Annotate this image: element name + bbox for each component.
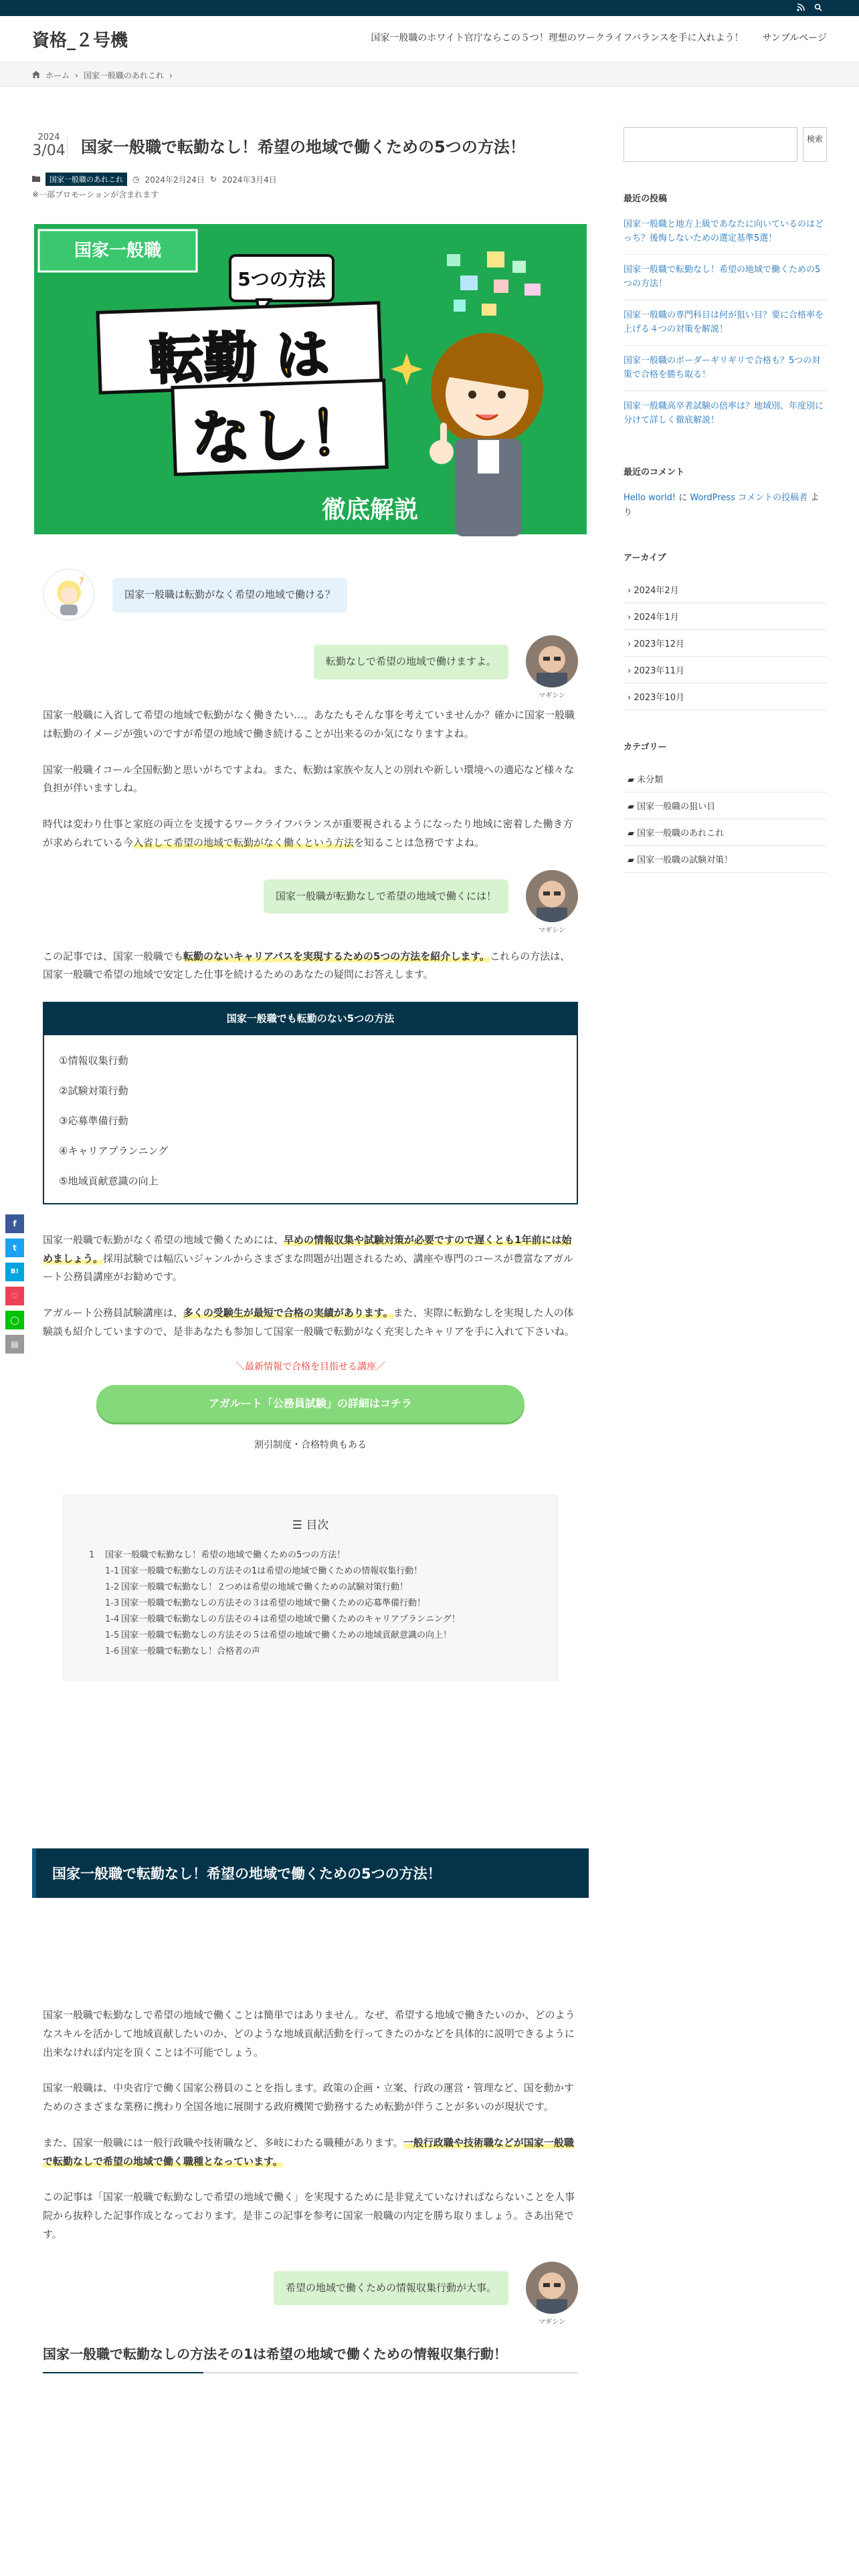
recent-post-link[interactable]: 国家一般職高卒者試験の倍率は？地域別、年度別に分けて詳しく徹底解説！ xyxy=(624,401,824,425)
eyecatch-line1: 転勤 は xyxy=(149,323,330,392)
avatar-girl xyxy=(43,568,95,621)
speech-row xyxy=(43,870,578,934)
methods-list xyxy=(44,1035,577,1203)
site-logo[interactable]: 資格_２号機 xyxy=(32,31,128,51)
list-item: ①情報収集行動 xyxy=(59,1054,128,1067)
hatena-share-icon[interactable]: B! xyxy=(5,1263,24,1281)
toc-item[interactable]: 1-3 国家一般職で転勤なしの方法その３は希望の地域で働くための応募準備行動！ xyxy=(105,1598,426,1608)
methods-box xyxy=(43,1002,578,1204)
category-item[interactable]: ▰ 国家一般職の狙い目 xyxy=(624,792,827,819)
body-paragraph: 国家一般職は、中央省庁で働く国家公務員のことを指します。政策の企画・立案、行政の運営・管理など、国を動かすためのさまざまな業務に携わり全国各地に展開する政府機関で勤務するため転勤が伴うことが多いのが現状です。 xyxy=(43,2082,574,2113)
body-paragraph: また、国家一般職には一般行政職や技術職など、多岐にわたる職種があります。一般行政職や技術職などが国家一般職で転勤なしで希望の地域で働く職種となっています。 xyxy=(43,2136,574,2167)
chevron-right-icon: › xyxy=(628,692,634,703)
toc-item[interactable]: 1-6 国家一般職で転勤なし！合格者の声 xyxy=(105,1646,261,1656)
chevron-right-icon: › xyxy=(628,665,634,676)
body-paragraph: この記事は「国家一般職で転勤なしで希望の地域で働く」を実現するために是非覚えていなければならないことを人事院から抜粋した記事作成となっております。是非この記事を参考に国家一般職の内定を勝ち取りましょう。さあ出発です。 xyxy=(43,2191,575,2240)
updated-date: 2024年3月4日 xyxy=(222,175,277,185)
avatar-magishin xyxy=(526,635,578,687)
facebook-share-icon[interactable]: f xyxy=(5,1214,24,1233)
folder-icon xyxy=(32,175,40,184)
nav-item-white-office[interactable]: 国家一般職のホワイト官庁ならこの５つ！理想のワークライフバランスを手に入れよう！ xyxy=(371,33,744,43)
eyecatch-badge: 5つの方法 xyxy=(237,268,326,290)
chevron-right-icon: › xyxy=(628,639,634,649)
nav-item-sample-page[interactable]: サンプルページ xyxy=(762,33,827,43)
speech-row xyxy=(43,2262,578,2326)
category-item[interactable]: ▰ 国家一般職の試験対策！ xyxy=(624,846,827,873)
post-meta xyxy=(32,173,277,186)
methods-box-title: 国家一般職でも転勤のない5つの方法 xyxy=(44,1003,577,1035)
body-paragraph: アガルート公務員試験講座は、多くの受験生が最短で合格の実績があります。また、実際に転勤なしを実現した人の体験談も紹介していますので、是非あなたも参加して国家一般職で転勤がなく充実したキャリアを手に入れて下さいね。 xyxy=(43,1307,575,1337)
toc-item[interactable]: 1 国家一般職で転勤なし！希望の地域で働くための5つの方法！ xyxy=(89,1549,346,1560)
search-widget xyxy=(624,127,827,162)
sidebar xyxy=(624,127,827,873)
archives-list xyxy=(624,576,827,710)
global-nav xyxy=(371,31,827,44)
eyecatch-tag: 国家一般職 xyxy=(74,241,161,261)
search-icon[interactable] xyxy=(814,3,823,13)
intro-paragraph: 国家一般職イコール全国転勤と思いがちですよね。また、転勤は家族や友人との別れや新しい環境への適応など様々な負担が伴いますしね。 xyxy=(43,763,574,794)
chevron-right-icon: › xyxy=(628,612,634,623)
avatar-magishin xyxy=(526,2262,578,2314)
recent-post-link[interactable]: 国家一般職と地方上級であなたに向いているのはどっち？後悔しないための選定基準5選！ xyxy=(624,217,827,255)
title-row xyxy=(67,136,589,159)
speech-row xyxy=(43,635,578,700)
copy-link-icon[interactable]: ▤ xyxy=(5,1335,24,1354)
list-item: ⑤地域貢献意識の向上 xyxy=(59,1174,159,1187)
rss-icon[interactable] xyxy=(796,3,805,13)
article-body xyxy=(43,568,578,1707)
folder-icon: ▰ xyxy=(628,774,638,785)
archive-item[interactable]: › 2023年12月 xyxy=(624,630,827,657)
body-paragraph: 国家一般職で転勤なしで希望の地域で働くことは簡単ではありません。なぜ、希望する地域で働きたいのか、どのようなスキルを活かして地域貢献したいのか、どのような地域貢献活動を行ってきたのかなどを具体的に説明できるように出来なければ内定を頂くことは不可能でしょう。 xyxy=(43,2009,575,2058)
pocket-share-icon[interactable]: ♡ xyxy=(5,1287,24,1305)
archive-item[interactable]: › 2024年1月 xyxy=(624,603,827,630)
section-body xyxy=(43,2006,578,2373)
chevron-right-icon: › xyxy=(169,70,173,80)
speech-bubble-answer: 転勤なしで希望の地域で働けますよ。 xyxy=(314,645,508,679)
avatar-name: マギシン xyxy=(539,2318,565,2326)
breadcrumb-bar xyxy=(0,62,859,87)
recent-posts xyxy=(624,217,827,435)
line-share-icon[interactable]: ◯ xyxy=(5,1311,24,1329)
list-item: ③応募準備行動 xyxy=(59,1114,128,1127)
speech-bubble-answer: 希望の地域で働くための情報収集行動が大事。 xyxy=(274,2271,508,2306)
folder-icon: ▰ xyxy=(628,828,638,839)
avatar-name: マギシン xyxy=(539,692,565,700)
recent-comments-title: 最近のコメント xyxy=(624,467,685,478)
archive-item[interactable]: › 2023年11月 xyxy=(624,657,827,683)
list-item: ④キャリアプランニング xyxy=(59,1144,169,1157)
published-date: 2024年2月24日 xyxy=(145,175,205,185)
recent-post-link[interactable]: 国家一般職のボーダーギリギリで合格も？5つの対策で合格を勝ち取る！ xyxy=(624,354,827,391)
promotion-notice: ※一部プロモーションが含まれます xyxy=(32,190,159,199)
toc-list xyxy=(89,1547,532,1660)
speech-row xyxy=(43,568,578,622)
recent-comment: Hello world! に WordPress コメントの投稿者 より xyxy=(624,493,820,518)
body-paragraph: 国家一般職で転勤がなく希望の地域で働くためには、早めの情報収集や試験対策が必要ですので遅くとも1年前には始めましょう。採用試験では幅広いジャンルからさまざまな問題が出題されるため、講座や専門のコースが豊富なアガルート公務員講座がお勧めです。 xyxy=(43,1233,573,1283)
archive-item[interactable]: › 2023年10月 xyxy=(624,683,827,710)
intro-paragraph: この記事では、国家一般職でも転勤のないキャリアパスを実現するための5つの方法を紹介します。これらの方法は、国家一般職で希望の地域で安定した仕事を続けるためのあなたの疑問にお答えします。 xyxy=(43,950,571,981)
eyecatch-image xyxy=(32,222,589,536)
date-monthday: 3/04 xyxy=(32,142,66,159)
categories-title: カテゴリー xyxy=(624,742,667,752)
eyecatch-footer: 徹底解説 xyxy=(321,496,418,524)
svg-text:?: ? xyxy=(79,576,84,587)
section-heading: 国家一般職で転勤なし！希望の地域で働くための5つの方法！ xyxy=(32,1848,589,1898)
chevron-right-icon: › xyxy=(75,70,78,80)
agaroot-cta-button[interactable]: アガルート「公務員試験」の詳細はコチラ xyxy=(96,1385,524,1422)
recent-posts-title: 最近の投稿 xyxy=(624,194,668,204)
archive-item[interactable]: › 2024年2月 xyxy=(624,576,827,603)
comment-author-link[interactable]: WordPress コメントの投稿者 xyxy=(690,493,808,504)
subsection-heading: 国家一般職で転勤なしの方法その1は希望の地域で働くための情報収集行動！ xyxy=(43,2342,578,2373)
folder-icon: ▰ xyxy=(628,801,638,812)
category-badge[interactable]: 国家一般職のあれこれ xyxy=(45,173,127,186)
cta-subtext: 割引制度・合格特典もある xyxy=(254,1440,367,1451)
toc-item[interactable]: 1-5 国家一般職で転勤なしの方法その５は希望の地域で働くための地域貢献意識の向上！ xyxy=(105,1630,452,1640)
search-button[interactable]: 検索 xyxy=(803,127,827,162)
archives-title: アーカイブ xyxy=(624,552,666,563)
intro-paragraph: 時代は変わり仕事と家庭の両立を支援するワークライフバランスが重要視されるようになったり地域に密着した働き方が求められている今入省して希望の地域で転勤がなく働くという方法を知ることは急務ですよね。 xyxy=(43,818,573,849)
toc-item[interactable]: 1-2 国家一般職で転勤なし！２つめは希望の地域で働くための試験対策行動！ xyxy=(105,1582,409,1592)
date-year: 2024 xyxy=(37,132,60,142)
breadcrumb-home[interactable]: ホーム xyxy=(45,71,70,80)
intro-paragraph: 国家一般職に入省して希望の地域で転勤がなく働きたい…。あなたもそんな事を考えていませんか？確かに国家一般職は転勤のイメージが強いのですが希望の地域で働き続けることが出来るのか気になりますよね。 xyxy=(43,709,575,740)
toc-item[interactable]: 1-1 国家一般職で転勤なしの方法その1は希望の地域で働くための情報収集行動！ xyxy=(105,1566,423,1576)
top-bar xyxy=(0,0,859,16)
folder-icon: ▰ xyxy=(628,855,638,865)
cta-note: ＼最新情報で合格を目指せる講座／ xyxy=(235,1361,385,1372)
categories-list xyxy=(624,766,827,873)
speech-bubble-answer: 国家一般職が転勤なしで希望の地域で働くには！ xyxy=(264,879,508,914)
list-item: ②試験対策行動 xyxy=(59,1084,128,1097)
clock-icon: ◷ xyxy=(132,175,140,184)
chevron-right-icon: › xyxy=(628,585,634,596)
date-box xyxy=(32,132,66,159)
toc-title: ☰ 目次 xyxy=(292,1519,329,1533)
category-item[interactable]: ▰ 国家一般職のあれこれ xyxy=(624,819,827,846)
breadcrumb-category[interactable]: 国家一般職のあれこれ xyxy=(83,71,164,80)
speech-bubble-question: 国家一般職は転勤がなく希望の地域で働ける？ xyxy=(112,578,347,613)
breadcrumb xyxy=(32,70,173,81)
avatar-name: マギシン xyxy=(539,926,565,934)
recent-post-link[interactable]: 国家一般職で転勤なし！希望の地域で働くための5つの方法！ xyxy=(624,263,827,300)
search-input[interactable] xyxy=(624,127,797,162)
comment-post-link[interactable]: Hello world! xyxy=(624,493,676,504)
home-icon xyxy=(32,71,40,80)
avatar-magishin xyxy=(526,870,578,922)
site-header xyxy=(0,16,859,62)
page-title: 国家一般職で転勤なし！希望の地域で働くための5つの方法！ xyxy=(81,138,526,156)
recent-post-link[interactable]: 国家一般職の専門科目は何が狙い目？要に合格率を上げる４つの対策を解説！ xyxy=(624,308,827,346)
toc-item[interactable]: 1-4 国家一般職で転勤なしの方法その４は希望の地域で働くためのキャリアプランニング！ xyxy=(105,1614,460,1624)
category-item[interactable]: ▰ 未分類 xyxy=(624,766,827,792)
twitter-share-icon[interactable]: t xyxy=(5,1239,24,1257)
table-of-contents xyxy=(63,1495,558,1681)
eyecatch-line2: なし！ xyxy=(190,398,369,473)
refresh-icon: ↻ xyxy=(209,175,217,184)
list-icon: ☰ xyxy=(292,1519,302,1533)
